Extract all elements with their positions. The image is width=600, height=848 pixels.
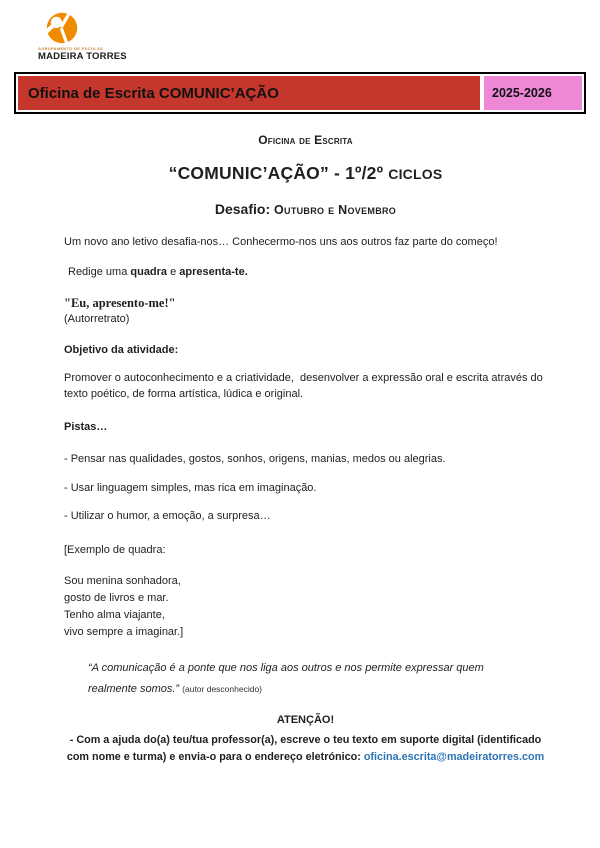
attention-block [64,713,547,765]
poem-line: gosto de livros e mar. [64,592,169,605]
poem-line: vivo sempre a imaginar.] [64,626,184,639]
contact-email-link[interactable]: oficina.escrita@madeiratorres.com [363,751,545,764]
hint-item: - Usar linguagem simples, mas rica em imaginação. [64,481,317,494]
challenge-label: Desafio: [214,200,274,217]
hints-heading: Pistas… [64,420,108,433]
task-bold-apresentate: apresenta-te. [179,266,248,278]
hint-item: - Pensar nas qualidades, gostos, sonhos, origens, manias, medos ou alegrias. [64,452,446,465]
quote-author: (autor desconhecido) [182,683,263,694]
attention-instructions [64,732,547,765]
motto-subtitle: (Autorretrato) [64,313,130,326]
example-opening-line: [Exemplo de quadra: [64,544,166,557]
task-bold-quadra: quadra [130,266,168,278]
objective-paragraph: Promover o autoconhecimento e a criatividade, desenvolver a expressão oral e escrita através do texto poético, de forma artística, lúdica e original. [64,371,546,400]
main-title-cycles: CICLOS [388,166,443,183]
poem-line: Sou menina sonhadora, [64,575,181,588]
school-name-label: MADEIRA TORRES [38,51,127,62]
quote-line [88,679,519,700]
attention-text: - Com a ajuda do(a) teu/tua professor(a), escreve o teu texto em suporte digital (identificado com nome e turma) e envia-o para o endereço eletrónico: [66,734,542,764]
attention-heading: ATENÇÃO! [276,714,335,727]
pinwheel-logo-icon [46,12,78,44]
school-org-small-label: AGRUPAMENTO DE ESCOLAS [38,46,104,51]
kicker-heading: Oficina de Escrita [258,133,353,147]
motto-title: "Eu, apresento-me!" [64,295,176,310]
challenge-months: Outubro e Novembro [274,202,397,217]
intro-paragraph: Um novo ano letivo desafia-nos… Conhecermo-nos uns aos outros faz parte do começo! [64,236,498,249]
task-text-1: Redige uma [68,266,131,278]
main-title [64,161,547,186]
task-text-2: e [167,266,180,278]
banner-school-year: 2025-2026 [484,76,582,110]
header-banner [14,72,586,114]
hint-item: - Utilizar o humor, a emoção, a surpresa… [64,510,271,523]
quotation-block [88,658,519,701]
quote-line: “A comunicação é a ponte que nos liga aos outros e nos permite expressar quem [88,661,484,674]
quote-text-end: realmente somos.” [88,682,180,695]
school-logo [38,12,158,62]
poem-line: Tenho alma viajante, [64,609,165,622]
task-paragraph [64,265,547,281]
challenge-heading [64,199,547,219]
main-title-text: “COMUNIC’AÇÃO” - 1º/2º [168,163,389,184]
banner-title: Oficina de Escrita COMUNIC’AÇÃO [18,76,480,110]
motto-block [64,295,547,328]
document-body [64,132,547,766]
poem-example [64,573,547,641]
objective-heading: Objetivo da atividade: [64,343,179,356]
